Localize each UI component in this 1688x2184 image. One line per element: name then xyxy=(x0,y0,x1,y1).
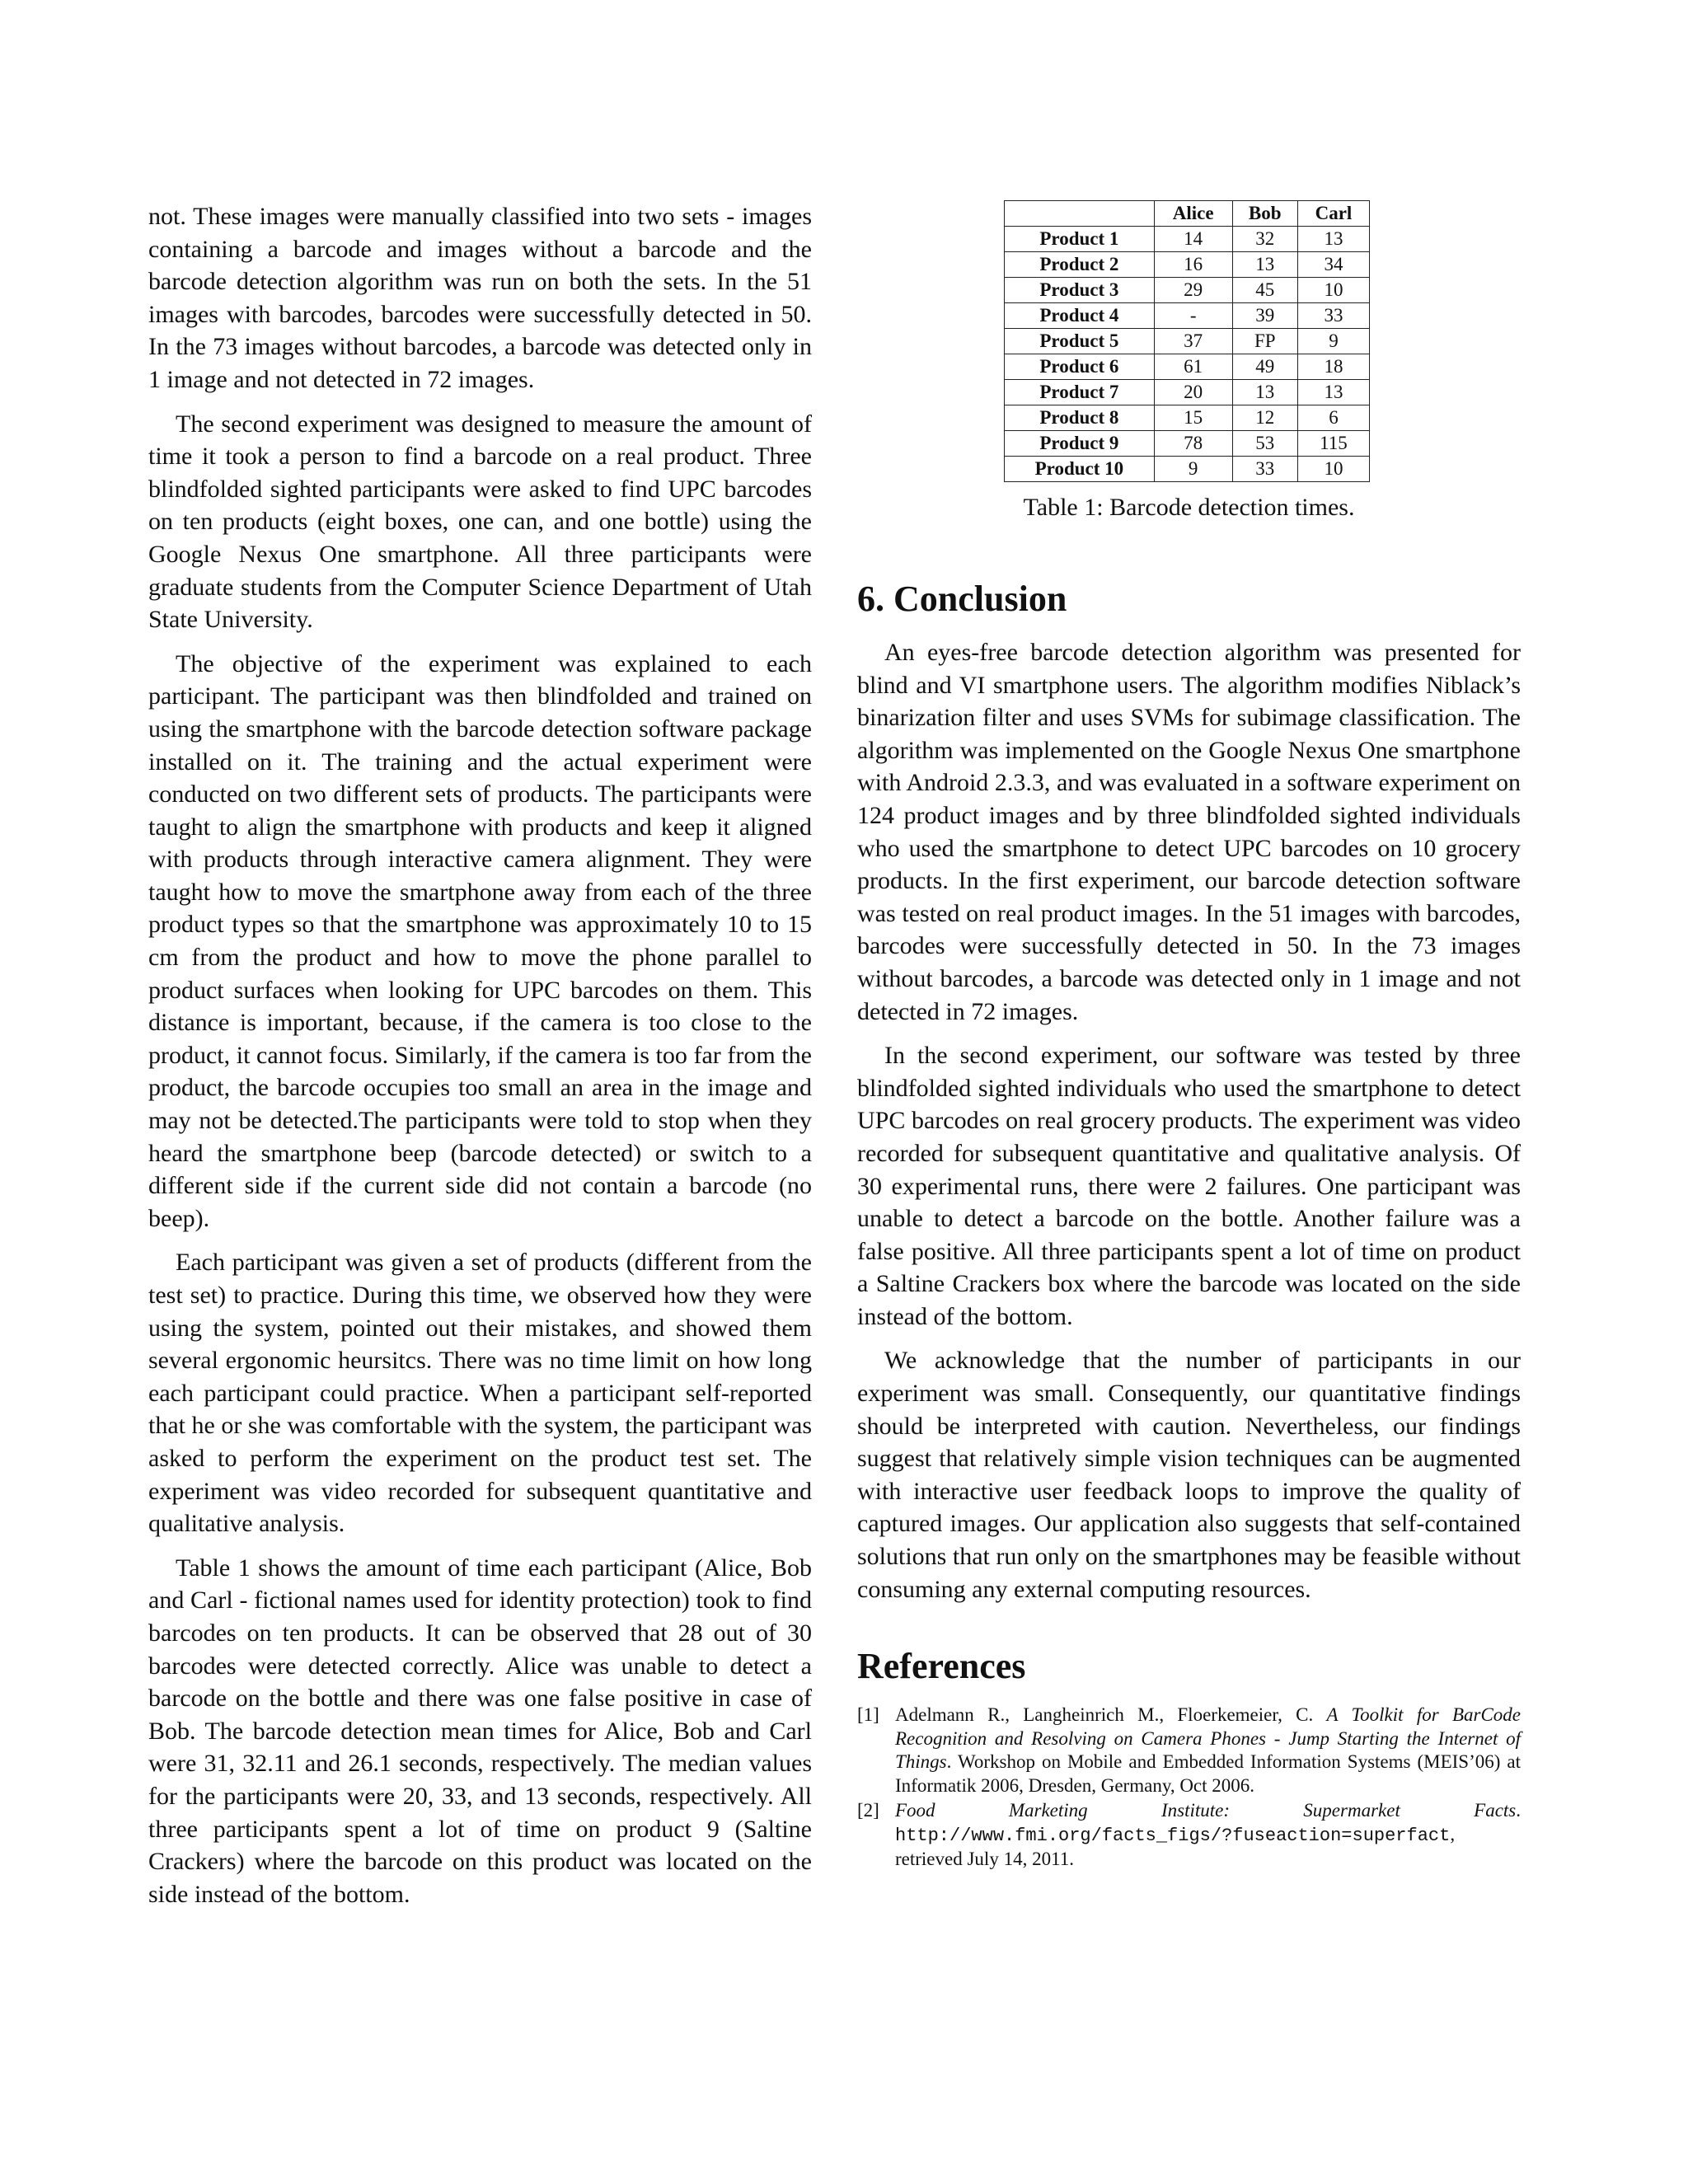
table-row-label: Product 6 xyxy=(1005,354,1155,380)
table-row-label: Product 1 xyxy=(1005,227,1155,252)
table-cell: 16 xyxy=(1154,252,1232,278)
table-cell: 10 xyxy=(1297,278,1369,303)
table-cell: 18 xyxy=(1297,354,1369,380)
results-table-container xyxy=(1004,200,1370,522)
reference-authors: Adelmann R., Langheinrich M., Floerkemeier, C. xyxy=(895,1704,1314,1726)
table-cell: 12 xyxy=(1232,405,1297,431)
table-cell: 53 xyxy=(1232,431,1297,457)
table-row xyxy=(1005,303,1370,329)
table-row-label: Product 2 xyxy=(1005,252,1155,278)
right-column xyxy=(857,200,1521,1873)
reference-number: [2] xyxy=(857,1800,879,1821)
table-cell: 13 xyxy=(1297,380,1369,405)
table-cell: 15 xyxy=(1154,405,1232,431)
table-header-row xyxy=(1005,201,1370,227)
body-paragraph: The objective of the experiment was explained to each participant. The participant was then blindfolded and trained on using the smartphone with the barcode detection software package installed on it. The training and the actual experiment were conducted on two different sets of products. The participants were taught to align the smartphone with products and keep it aligned with products through interactive camera alignment. They were taught how to move the smartphone away from each of the three product types so that the smartphone was approximately 10 to 15 cm from the product and how to move the phone parallel to product surfaces when looking for UPC barcodes on them. This distance is important, because, if the camera is too close to the product, it cannot focus. Similarly, if the camera is too far from the product, the barcode occupies too small an area in the image and may not be detected.The participants were told to stop when they heard the smartphone beep (barcode detected) or switch to a different side if the current side did not contain a barcode (no beep). xyxy=(148,649,812,1232)
table-header-cell: Alice xyxy=(1154,201,1232,227)
table-row-label: Product 10 xyxy=(1005,457,1155,482)
body-paragraph: Each participant was given a set of products (different from the test set) to practice. During this time, we observed how they were using the system, pointed out their mistakes, and showed them several ergonomic heursitcs. There was no time limit on how long each participant could practice. When a participant self-reported that he or she was comfortable with the system, the participant was asked to perform the experiment on the product test set. The experiment was video recorded for subsequent quantitative and qualitative analysis. xyxy=(148,1249,812,1538)
table-cell: 13 xyxy=(1232,252,1297,278)
table-cell: 14 xyxy=(1154,227,1232,252)
reference-venue: . Workshop on Mobile and Embedded Information Systems (MEIS’06) at Informatik 2006, Dresden, Germany, Oct 2006. xyxy=(895,1751,1521,1796)
left-column xyxy=(148,200,812,1922)
barcode-detection-table xyxy=(1004,200,1370,482)
table-cell: 78 xyxy=(1154,431,1232,457)
table-cell: 37 xyxy=(1154,329,1232,354)
table-row xyxy=(1005,227,1370,252)
table-cell: FP xyxy=(1232,329,1297,354)
body-paragraph: not. These images were manually classified into two sets - images containing a barcode and images without a barcode and the barcode detection algorithm was run on both the sets. In the 51 images with barcodes, barcodes were successfully detected in 50. In the 73 images without barcodes, a barcode was detected only in 1 image and not detected in 72 images. xyxy=(148,203,812,393)
body-paragraph: Table 1 shows the amount of time each participant (Alice, Bob and Carl - fictional names used for identity protection) took to find barcodes on ten products. It can be observed that 28 out of 30 barcodes were detected correctly. Alice was unable to detect a barcode on the bottle and there was one false positive in case of Bob. The barcode detection mean times for Alice, Bob and Carl were 31, 32.11 and 26.1 seconds, respectively. The median values for the participants were 20, 33, and 13 seconds, respectively. All three participants spent a lot of time on product 9 (Saltine Crackers) where the barcode on this product was located on the side instead of the bottom. xyxy=(148,1554,812,1908)
table-row xyxy=(1005,405,1370,431)
table-caption: Table 1: Barcode detection times. xyxy=(1023,494,1355,521)
section-heading-conclusion: 6. Conclusion xyxy=(857,579,1067,619)
table-cell: 10 xyxy=(1297,457,1369,482)
table-cell: 13 xyxy=(1297,227,1369,252)
table-cell: 9 xyxy=(1154,457,1232,482)
table-cell: 33 xyxy=(1297,303,1369,329)
table-row-label: Product 7 xyxy=(1005,380,1155,405)
reference-number: [1] xyxy=(857,1704,879,1726)
table-cell: - xyxy=(1154,303,1232,329)
reference-title: A Toolkit for BarCode Recognition and Resolving on Camera Phones - Jump Starting the Internet of Things xyxy=(895,1704,1521,1773)
table-cell: 20 xyxy=(1154,380,1232,405)
table-row xyxy=(1005,329,1370,354)
table-row xyxy=(1005,457,1370,482)
table-header-cell: Carl xyxy=(1297,201,1369,227)
table-header-cell xyxy=(1005,201,1155,227)
table-cell: 6 xyxy=(1297,405,1369,431)
body-paragraph: In the second experiment, our software was tested by three blindfolded sighted individuals who used the smartphone to detect UPC barcodes on real grocery products. The experiment was video recorded for subsequent quantitative and qualitative analysis. Of 30 experimental runs, there were 2 failures. One participant was unable to detect a barcode on the bottle. Another failure was a false positive. All three participants spent a lot of time on product a Saltine Crackers box where the barcode was located on the side instead of the bottom. xyxy=(857,1042,1521,1330)
section-heading-references: References xyxy=(857,1646,1026,1687)
table-row-label: Product 9 xyxy=(1005,431,1155,457)
table-cell: 61 xyxy=(1154,354,1232,380)
table-row-label: Product 4 xyxy=(1005,303,1155,329)
reference-url-link[interactable]: http://www.fmi.org/facts_figs/?fuseaction=superfact xyxy=(895,1825,1451,1846)
table-cell: 29 xyxy=(1154,278,1232,303)
table-row-label: Product 8 xyxy=(1005,405,1155,431)
table-row-label: Product 5 xyxy=(1005,329,1155,354)
table-row xyxy=(1005,252,1370,278)
reference-item xyxy=(857,1704,1521,1797)
reference-title-suffix: . xyxy=(1516,1800,1521,1821)
table-cell: 39 xyxy=(1232,303,1297,329)
table-row xyxy=(1005,380,1370,405)
table-cell: 34 xyxy=(1297,252,1369,278)
table-header-cell: Bob xyxy=(1232,201,1297,227)
table-cell: 45 xyxy=(1232,278,1297,303)
reference-retrieved: , retrieved July 14, 2011. xyxy=(895,1823,1456,1870)
body-paragraph: We acknowledge that the number of participants in our experiment was small. Consequently, our quantitative findings should be interpreted with caution. Nevertheless, our findings suggest that relatively simple vision techniques can be augmented with interactive user feedback loops to improve the quality of captured images. Our application also suggests that self-contained solutions that run only on the smartphones may be feasible without consuming any external computing resources. xyxy=(857,1347,1521,1603)
table-cell: 32 xyxy=(1232,227,1297,252)
reference-text xyxy=(895,1704,1521,1797)
table-row-label: Product 3 xyxy=(1005,278,1155,303)
table-cell: 115 xyxy=(1297,431,1369,457)
reference-title: Food Marketing Institute: Supermarket Facts xyxy=(895,1800,1517,1821)
reference-text xyxy=(895,1799,1521,1872)
reference-item xyxy=(857,1799,1521,1872)
table-cell: 9 xyxy=(1297,329,1369,354)
table-row xyxy=(1005,278,1370,303)
table-row xyxy=(1005,431,1370,457)
body-paragraph: The second experiment was designed to measure the amount of time it took a person to find a barcode on a real product. Three blindfolded sighted participants were asked to find UPC barcodes on ten products (eight boxes, one can, and one bottle) using the Google Nexus One smartphone. All three participants were graduate students from the Computer Science Department of Utah State University. xyxy=(148,410,812,634)
table-row xyxy=(1005,354,1370,380)
table-cell: 13 xyxy=(1232,380,1297,405)
body-paragraph: An eyes-free barcode detection algorithm was presented for blind and VI smartphone users. The algorithm modifies Niblack’s binarization filter and uses SVMs for subimage classification. The algorithm was implemented on the Google Nexus One smartphone with Android 2.3.3, and was evaluated in a software experiment on 124 product images and by three blindfolded sighted individuals who used the smartphone to detect UPC barcodes on 10 grocery products. In the first experiment, our barcode detection software was tested on real product images. In the 51 images with barcodes, barcodes were successfully detected in 50. In the 73 images without barcodes, a barcode was detected only in 1 image and not detected in 72 images. xyxy=(857,639,1521,1025)
table-cell: 33 xyxy=(1232,457,1297,482)
table-cell: 49 xyxy=(1232,354,1297,380)
